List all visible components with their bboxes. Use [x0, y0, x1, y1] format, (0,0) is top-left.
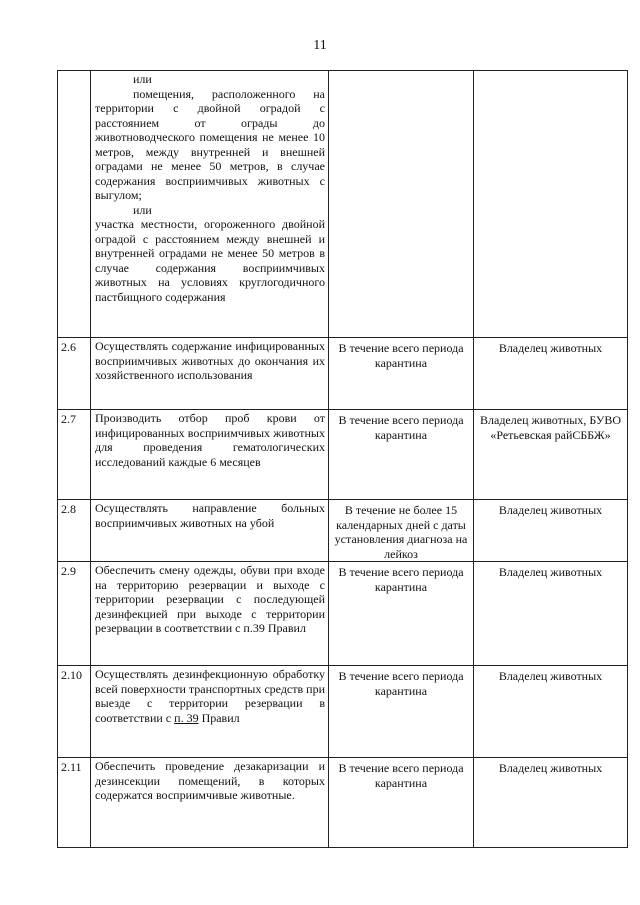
term-cell: В течение не более 15 календарных дней с даты установления диагноза на лейкоз [329, 500, 474, 562]
row-number: 2.9 [58, 562, 91, 666]
responsible-cell: Владелец животных [474, 562, 628, 666]
action-cell: Обеспечить проведение дезакаризации и дезинсекции помещений, в которых содержатся восприимчивые животные. [91, 758, 329, 848]
action-cell: Производить отбор проб крови от инфицированных восприимчивых животных для проведения гематологических исследований каждые 6 месяцев [91, 410, 329, 500]
responsible-cell: Владелец животных [474, 338, 628, 410]
term-cell: В течение всего периода карантина [329, 562, 474, 666]
term-cell: В течение всего периода карантина [329, 758, 474, 848]
row-number: 2.11 [58, 758, 91, 848]
responsible-cell [474, 71, 628, 338]
table-row [58, 410, 628, 500]
action-cell [91, 666, 329, 758]
table-row [58, 758, 628, 848]
row-number: 2.7 [58, 410, 91, 500]
table-row [58, 562, 628, 666]
action-cell: Обеспечить смену одежды, обуви при входе на территорию резервации и выходе с территории резервации с последующей дезинфекцией при выходе с территории резервации в соответствии с п.39 Правил [91, 562, 329, 666]
continuation-paragraph: или [133, 72, 152, 86]
action-cell [91, 71, 329, 338]
table-row [58, 338, 628, 410]
term-cell: В течение всего периода карантина [329, 338, 474, 410]
responsible-cell: Владелец животных [474, 758, 628, 848]
table-row [58, 500, 628, 562]
row-number-cell [58, 71, 91, 338]
responsible-cell: Владелец животных, БУВО «Ретьевская райСББЖ» [474, 410, 628, 500]
row-number: 2.10 [58, 666, 91, 758]
continuation-paragraph: помещения, расположенного на территории с двойной оградой с расстоянием от ограды до животноводческого помещения не менее 10 метров, между внутренней и внешней оградами не менее 50 метров, в случае содержания восприимчивых животных с выгулом; [95, 86, 325, 202]
responsible-cell: Владелец животных [474, 500, 628, 562]
term-cell: В течение всего периода карантина [329, 410, 474, 500]
action-text: Осуществлять дезинфекционную обработку всей поверхности транспортных средств при выезде с территории резервации в соответствии с [95, 667, 326, 725]
term-cell [329, 71, 474, 338]
rule-reference-link[interactable]: п. 39 [174, 710, 199, 725]
action-cell: Осуществлять содержание инфицированных восприимчивых животных до окончания их хозяйственного использования [91, 338, 329, 410]
term-cell: В течение всего периода карантина [329, 666, 474, 758]
row-number: 2.6 [58, 338, 91, 410]
measures-table [57, 70, 628, 848]
row-number: 2.8 [58, 500, 91, 562]
table-row [58, 666, 628, 758]
action-cell: Осуществлять направление больных восприимчивых животных на убой [91, 500, 329, 562]
responsible-cell: Владелец животных [474, 666, 628, 758]
continuation-paragraph: или [133, 202, 152, 217]
table-row [58, 71, 628, 338]
action-text: Правил [198, 710, 240, 725]
continuation-paragraph: участка местности, огороженного двойной оградой с расстоянием между внешней и внутренней оградами не менее 50 метров в случае содержания восприимчивых животных на условиях круглогодичного пастбищного содержания [95, 217, 325, 304]
page-number: 11 [313, 38, 327, 53]
